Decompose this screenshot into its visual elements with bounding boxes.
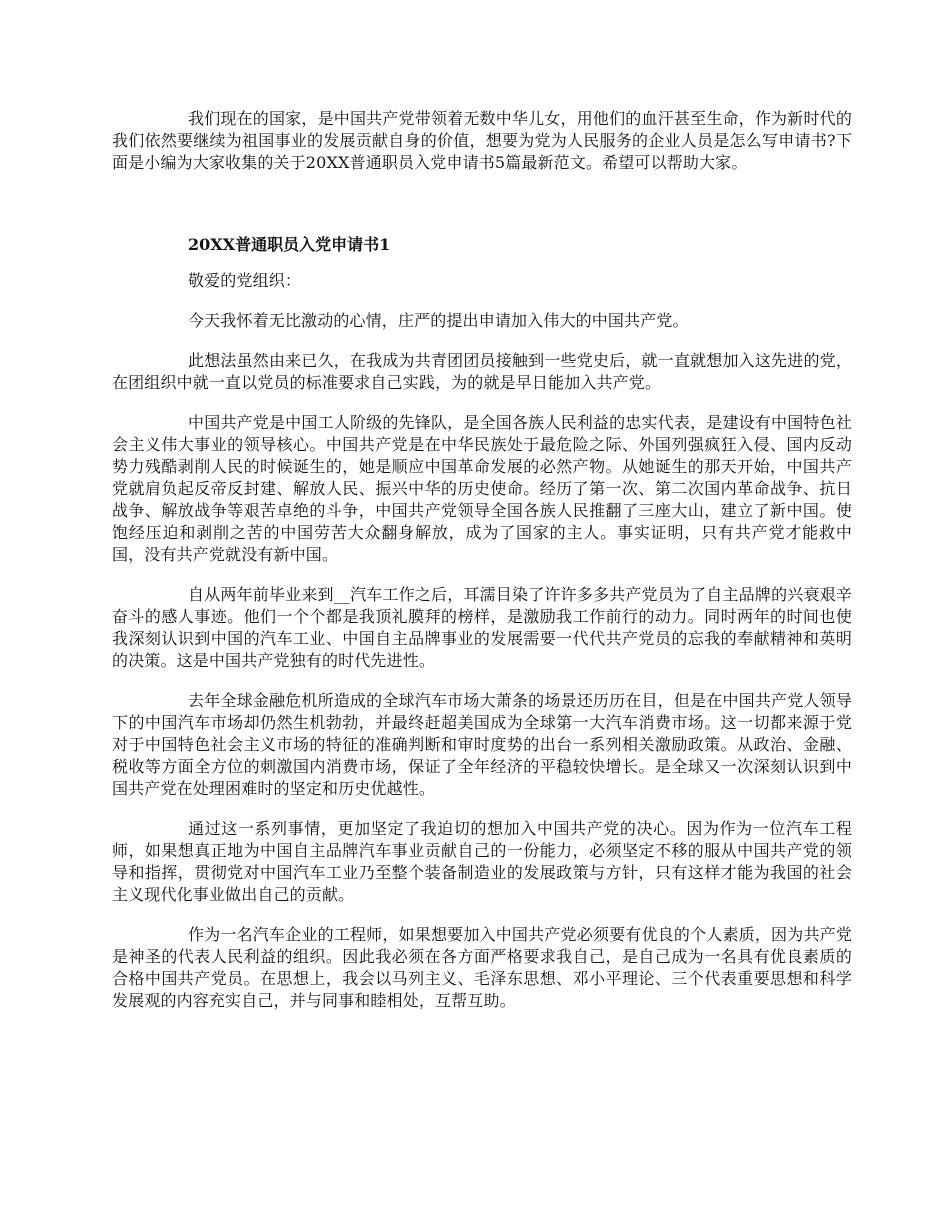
body-paragraph-1: 今天我怀着无比激动的心情，庄严的提出申请加入伟大的中国共产党。 [188,311,689,330]
body-paragraph-4: 自从两年前毕业来到__汽车工作之后，耳濡目染了许许多多共产党员为了自主品牌的兴衰艰辛奋斗的感人事迹。他们一个个都是我顶礼膜拜的榜样，是激励我工作前行的动力。同时两年的时间也使我深刻认识到中国的汽车工业、中国自主品牌事业的发展需要一代代共产党员的忘我的奉献精神和英明的决策。这是中国共产党独有的时代先进性。 [112,585,852,670]
body-paragraph-2: 此想法虽然由来已久，在我成为共青团团员接触到一些党史后，就一直就想加入这先进的党，在团组织中就一直以党员的标准要求自己实践，为的就是早日能加入共产党。 [112,351,852,392]
intro-paragraph: 我们现在的国家，是中国共产党带领着无数中华儿女，用他们的血汗甚至生命，作为新时代的我们依然要继续为祖国事业的发展贡献自身的价值，想要为党为人民服务的企业人员是怎么写申请书?下面是小编为大家收集的关于20XX普通职员入党申请书5篇最新范文。希望可以帮助大家。 [112,109,852,172]
salutation: 敬爱的党组织： [188,271,302,290]
body-paragraph-6: 通过这一系列事情，更加坚定了我迫切的想加入中国共产党的决心。因为作为一位汽车工程师，如果想真正地为中国自主品牌汽车事业贡献自己的一份能力，必须坚定不移的服从中国共产党的领导和指挥，贯彻党对中国汽车工业乃至整个装备制造业的发展政策与方针，只有这样才能为我国的社会主义现代化事业做出自己的贡献。 [112,819,852,904]
section-title: 20XX普通职员入党申请书1 [188,235,391,254]
body-paragraph-7: 作为一名汽车企业的工程师，如果想要加入中国共产党必须要有优良的个人素质，因为共产党是神圣的代表人民利益的组织。因此我必须在各方面严格要求我自己，是自己成为一名具有优良素质的合格中国共产党员。在思想上，我会以马列主义、毛泽东思想、邓小平理论、三个代表重要思想和科学发展观的内容充实自己，并与同事和睦相处，互帮互助。 [112,925,852,1010]
document-page [112,108,852,1030]
body-paragraph-5: 去年全球金融危机所造成的全球汽车市场大萧条的场景还历历在目，但是在中国共产党人领导下的中国汽车市场却仍然生机勃勃，并最终赶超美国成为全球第一大汽车消费市场。这一切都来源于党对于中国特色社会主义市场的特征的准确判断和审时度势的出台一系列相关激励政策。从政治、金融、税收等方面全方位的刺激国内消费市场，保证了全年经济的平稳较快增长。是全球又一次深刻认识到中国共产党在处理困难时的坚定和历史优越性。 [112,691,852,798]
body-paragraph-3: 中国共产党是中国工人阶级的先锋队，是全国各族人民利益的忠实代表，是建设有中国特色社会主义伟大事业的领导核心。中国共产党是在中华民族处于最危险之际、外国列强疯狂入侵、国内反动势力残酷剥削人民的时候诞生的，她是顺应中国革命发展的必然产物。从她诞生的那天开始，中国共产党就肩负起反帝反封建、解放人民、振兴中华的历史使命。经历了第一次、第二次国内革命战争、抗日战争、解放战争等艰苦卓绝的斗争，中国共产党领导全国各族人民推翻了三座大山，建立了新中国。使饱经压迫和剥削之苦的中国劳苦大众翻身解放，成为了国家的主人。事实证明，只有共产党才能救中国，没有共产党就没有新中国。 [112,413,852,564]
